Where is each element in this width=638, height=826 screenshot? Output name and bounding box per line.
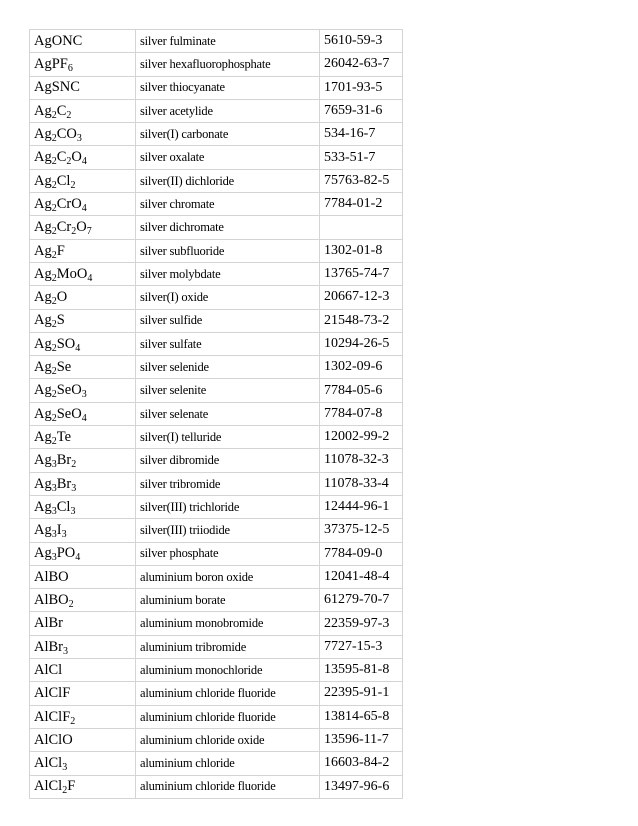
cas-number-cell: 12444-96-1 bbox=[320, 495, 403, 518]
table-row bbox=[30, 659, 403, 682]
formula-subscript: 3 bbox=[61, 529, 67, 541]
formula-subscript: 2 bbox=[70, 179, 76, 191]
formula-subscript: 2 bbox=[51, 435, 57, 447]
formula-element: F bbox=[56, 242, 65, 259]
compound-name-cell: silver(II) dichloride bbox=[136, 169, 320, 192]
formula-cell bbox=[30, 612, 136, 635]
formula-subscript: 2 bbox=[51, 202, 57, 214]
formula-cell bbox=[30, 286, 136, 309]
cas-number-cell: 13497-96-6 bbox=[320, 775, 403, 798]
table-row bbox=[30, 402, 403, 425]
compound-name-cell: aluminium monochloride bbox=[136, 659, 320, 682]
formula-cell bbox=[30, 356, 136, 379]
formula-subscript: 3 bbox=[70, 505, 76, 517]
formula-subscript: 3 bbox=[62, 762, 68, 774]
formula-element: Te bbox=[56, 428, 72, 445]
cas-number-cell: 11078-32-3 bbox=[320, 449, 403, 472]
formula-cell bbox=[30, 775, 136, 798]
compound-name-cell: silver sulfate bbox=[136, 332, 320, 355]
formula-element: I bbox=[56, 522, 62, 539]
table-row bbox=[30, 262, 403, 285]
table-row bbox=[30, 542, 403, 565]
compound-name-cell: silver phosphate bbox=[136, 542, 320, 565]
formula-subscript: 2 bbox=[51, 296, 57, 308]
cas-number-cell: 16603-84-2 bbox=[320, 752, 403, 775]
cas-number-cell: 26042-63-7 bbox=[320, 53, 403, 76]
formula-subscript: 3 bbox=[51, 482, 57, 494]
formula-element: F bbox=[67, 778, 76, 795]
formula-element: SeO bbox=[56, 405, 82, 422]
formula-element: AlBr bbox=[34, 615, 63, 632]
compound-name-cell: silver oxalate bbox=[136, 146, 320, 169]
formula-subscript: 3 bbox=[63, 645, 68, 657]
formula-element: Ag bbox=[34, 475, 52, 492]
formula-element: Ag bbox=[34, 522, 52, 539]
compound-name-cell: silver chromate bbox=[136, 193, 320, 216]
cas-number-cell: 534-16-7 bbox=[320, 123, 403, 146]
cas-number-cell: 1302-01-8 bbox=[320, 239, 403, 262]
compound-name-cell: aluminium boron oxide bbox=[136, 565, 320, 588]
formula-element: AgSNC bbox=[34, 79, 80, 96]
table-row bbox=[30, 705, 403, 728]
table-row bbox=[30, 286, 403, 309]
formula-element: Ag bbox=[34, 265, 52, 282]
formula-subscript: 2 bbox=[66, 156, 72, 168]
formula-subscript: 2 bbox=[51, 319, 57, 331]
formula-cell bbox=[30, 123, 136, 146]
formula-subscript: 4 bbox=[81, 412, 87, 424]
formula-cell bbox=[30, 53, 136, 76]
compound-name-cell: silver sulfide bbox=[136, 309, 320, 332]
formula-element: Se bbox=[56, 359, 72, 376]
formula-element: AlCl bbox=[34, 661, 63, 678]
table-row bbox=[30, 99, 403, 122]
cas-number-cell: 22395-91-1 bbox=[320, 682, 403, 705]
formula-element: Ag bbox=[34, 102, 52, 119]
formula-subscript: 2 bbox=[51, 133, 57, 145]
table-row bbox=[30, 449, 403, 472]
table-row bbox=[30, 728, 403, 751]
formula-cell bbox=[30, 449, 136, 472]
formula-element: AlClF bbox=[34, 685, 71, 702]
table-row bbox=[30, 426, 403, 449]
cas-number-cell: 7784-05-6 bbox=[320, 379, 403, 402]
formula-subscript: 2 bbox=[62, 785, 68, 797]
compound-name-cell: silver(I) telluride bbox=[136, 426, 320, 449]
formula-cell bbox=[30, 146, 136, 169]
compound-name-cell: silver selenide bbox=[136, 356, 320, 379]
formula-element: PO bbox=[56, 545, 76, 562]
formula-subscript: 2 bbox=[71, 459, 77, 471]
cas-number-cell: 12002-99-2 bbox=[320, 426, 403, 449]
formula-element: AlClO bbox=[34, 731, 73, 748]
formula-subscript: 2 bbox=[51, 179, 57, 191]
table-row bbox=[30, 519, 403, 542]
formula-subscript: 2 bbox=[51, 342, 57, 354]
cas-number-cell: 13595-81-8 bbox=[320, 659, 403, 682]
compound-name-cell: aluminium chloride oxide bbox=[136, 728, 320, 751]
formula-cell bbox=[30, 402, 136, 425]
formula-element: Ag bbox=[34, 498, 52, 515]
cas-number-cell: 533-51-7 bbox=[320, 146, 403, 169]
cas-number-cell: 5610-59-3 bbox=[320, 30, 403, 53]
cas-number-cell: 7784-09-0 bbox=[320, 542, 403, 565]
formula-subscript: 2 bbox=[70, 715, 76, 727]
cas-number-cell: 11078-33-4 bbox=[320, 472, 403, 495]
cas-number-cell: 13765-74-7 bbox=[320, 262, 403, 285]
compound-name-cell: silver(III) triiodide bbox=[136, 519, 320, 542]
compound-name-cell: aluminium chloride fluoride bbox=[136, 682, 320, 705]
formula-cell bbox=[30, 379, 136, 402]
formula-element: Ag bbox=[34, 219, 52, 236]
formula-element: Ag bbox=[34, 242, 52, 259]
formula-element: Ag bbox=[34, 428, 52, 445]
table-row bbox=[30, 635, 403, 658]
formula-cell bbox=[30, 519, 136, 542]
compound-name-cell: aluminium monobromide bbox=[136, 612, 320, 635]
formula-element: C bbox=[56, 149, 67, 166]
formula-cell bbox=[30, 752, 136, 775]
formula-cell bbox=[30, 332, 136, 355]
table-row bbox=[30, 239, 403, 262]
compound-name-cell: silver acetylide bbox=[136, 99, 320, 122]
compound-name-cell: silver dichromate bbox=[136, 216, 320, 239]
compound-name-cell: silver thiocyanate bbox=[136, 76, 320, 99]
compound-name-cell: silver selenate bbox=[136, 402, 320, 425]
table-row bbox=[30, 682, 403, 705]
formula-element: Br bbox=[56, 475, 72, 492]
formula-cell bbox=[30, 309, 136, 332]
formula-cell bbox=[30, 76, 136, 99]
compound-name-cell: silver selenite bbox=[136, 379, 320, 402]
formula-cell bbox=[30, 472, 136, 495]
formula-subscript: 2 bbox=[51, 109, 57, 121]
formula-element: O bbox=[76, 219, 87, 236]
compound-table-body bbox=[30, 30, 403, 799]
formula-cell bbox=[30, 193, 136, 216]
formula-element: AgPF bbox=[34, 56, 68, 73]
cas-number-cell: 1302-09-6 bbox=[320, 356, 403, 379]
compound-name-cell: silver(III) trichloride bbox=[136, 495, 320, 518]
formula-element: Ag bbox=[34, 382, 52, 399]
cas-number-cell: 75763-82-5 bbox=[320, 169, 403, 192]
cas-number-cell: 12041-48-4 bbox=[320, 565, 403, 588]
formula-cell bbox=[30, 216, 136, 239]
formula-subscript: 3 bbox=[51, 552, 57, 564]
formula-subscript: 2 bbox=[66, 109, 72, 121]
table-row bbox=[30, 216, 403, 239]
table-row bbox=[30, 565, 403, 588]
formula-element: AgONC bbox=[34, 32, 83, 49]
formula-subscript: 3 bbox=[76, 133, 82, 145]
formula-subscript: 2 bbox=[68, 599, 74, 611]
compound-name-cell: silver molybdate bbox=[136, 262, 320, 285]
formula-element: Ag bbox=[34, 545, 52, 562]
formula-element: Cl bbox=[56, 498, 71, 515]
formula-subscript: 2 bbox=[71, 226, 77, 238]
cas-number-cell: 7727-15-3 bbox=[320, 635, 403, 658]
cas-number-cell: 1701-93-5 bbox=[320, 76, 403, 99]
table-row bbox=[30, 76, 403, 99]
formula-element: SO bbox=[56, 335, 76, 352]
compound-table bbox=[29, 29, 403, 799]
formula-element: Ag bbox=[34, 172, 52, 189]
table-row bbox=[30, 495, 403, 518]
formula-element: S bbox=[56, 312, 65, 329]
table-row bbox=[30, 30, 403, 53]
cas-number-cell bbox=[320, 216, 403, 239]
formula-element: AlClF bbox=[34, 708, 71, 725]
formula-cell bbox=[30, 659, 136, 682]
table-row bbox=[30, 332, 403, 355]
formula-element: Ag bbox=[34, 405, 52, 422]
formula-cell bbox=[30, 728, 136, 751]
formula-element: AlCl bbox=[34, 755, 63, 772]
cas-number-cell: 22359-97-3 bbox=[320, 612, 403, 635]
formula-element: AlBO bbox=[34, 568, 69, 585]
table-row bbox=[30, 612, 403, 635]
formula-subscript: 4 bbox=[87, 272, 93, 284]
formula-element: Cl bbox=[56, 172, 71, 189]
cas-number-cell: 20667-12-3 bbox=[320, 286, 403, 309]
cas-number-cell: 13814-65-8 bbox=[320, 705, 403, 728]
formula-subscript: 4 bbox=[81, 202, 87, 214]
table-row bbox=[30, 309, 403, 332]
compound-name-cell: silver fulminate bbox=[136, 30, 320, 53]
table-row bbox=[30, 53, 403, 76]
cas-number-cell: 7659-31-6 bbox=[320, 99, 403, 122]
formula-element: Ag bbox=[34, 312, 52, 329]
formula-element: Br bbox=[56, 452, 72, 469]
compound-name-cell: silver(I) oxide bbox=[136, 286, 320, 309]
compound-name-cell: aluminium tribromide bbox=[136, 635, 320, 658]
formula-subscript: 2 bbox=[51, 249, 57, 261]
formula-subscript: 2 bbox=[51, 272, 57, 284]
formula-subscript: 4 bbox=[75, 342, 81, 354]
formula-subscript: 3 bbox=[51, 459, 57, 471]
compound-name-cell: aluminium chloride fluoride bbox=[136, 775, 320, 798]
formula-cell bbox=[30, 239, 136, 262]
formula-element: Ag bbox=[34, 289, 52, 306]
formula-subscript: 6 bbox=[67, 63, 73, 75]
formula-element: Ag bbox=[34, 126, 52, 143]
formula-element: CO bbox=[56, 126, 77, 143]
compound-name-cell: silver(I) carbonate bbox=[136, 123, 320, 146]
formula-subscript: 4 bbox=[81, 156, 87, 168]
compound-name-cell: aluminium borate bbox=[136, 589, 320, 612]
formula-subscript: 7 bbox=[86, 226, 92, 238]
formula-subscript: 3 bbox=[81, 389, 87, 401]
formula-cell bbox=[30, 705, 136, 728]
table-row bbox=[30, 146, 403, 169]
formula-subscript: 2 bbox=[51, 366, 57, 378]
formula-subscript: 3 bbox=[71, 482, 77, 494]
formula-element: O bbox=[71, 149, 82, 166]
formula-subscript: 2 bbox=[51, 389, 57, 401]
formula-element: AlBO bbox=[34, 592, 69, 609]
cas-number-cell: 61279-70-7 bbox=[320, 589, 403, 612]
formula-cell bbox=[30, 262, 136, 285]
table-row bbox=[30, 379, 403, 402]
formula-subscript: 2 bbox=[51, 226, 57, 238]
formula-cell bbox=[30, 565, 136, 588]
formula-subscript: 2 bbox=[51, 156, 57, 168]
formula-cell bbox=[30, 589, 136, 612]
table-row bbox=[30, 169, 403, 192]
formula-element: Ag bbox=[34, 149, 52, 166]
formula-cell bbox=[30, 635, 136, 658]
cas-number-cell: 10294-26-5 bbox=[320, 332, 403, 355]
formula-element: AlBr bbox=[34, 638, 63, 655]
formula-subscript: 3 bbox=[51, 529, 57, 541]
compound-name-cell: silver hexafluorophosphate bbox=[136, 53, 320, 76]
formula-element: AlCl bbox=[34, 778, 63, 795]
formula-element: Cr bbox=[56, 219, 72, 236]
formula-subscript: 2 bbox=[51, 412, 57, 424]
formula-element: MoO bbox=[56, 265, 88, 282]
compound-name-cell: aluminium chloride bbox=[136, 752, 320, 775]
table-row bbox=[30, 589, 403, 612]
cas-number-cell: 37375-12-5 bbox=[320, 519, 403, 542]
formula-element: Ag bbox=[34, 359, 52, 376]
formula-cell bbox=[30, 542, 136, 565]
formula-subscript: 4 bbox=[75, 552, 81, 564]
formula-cell bbox=[30, 426, 136, 449]
formula-element: Ag bbox=[34, 335, 52, 352]
formula-element: Ag bbox=[34, 195, 52, 212]
cas-number-cell: 7784-01-2 bbox=[320, 193, 403, 216]
table-row bbox=[30, 356, 403, 379]
compound-name-cell: silver tribromide bbox=[136, 472, 320, 495]
formula-subscript: 3 bbox=[51, 505, 57, 517]
formula-cell bbox=[30, 30, 136, 53]
table-row bbox=[30, 472, 403, 495]
compound-name-cell: silver dibromide bbox=[136, 449, 320, 472]
formula-cell bbox=[30, 682, 136, 705]
formula-element: SeO bbox=[56, 382, 82, 399]
formula-element: Ag bbox=[34, 452, 52, 469]
formula-cell bbox=[30, 495, 136, 518]
table-row bbox=[30, 123, 403, 146]
cas-number-cell: 13596-11-7 bbox=[320, 728, 403, 751]
formula-element: CrO bbox=[56, 195, 82, 212]
table-row bbox=[30, 752, 403, 775]
cas-number-cell: 7784-07-8 bbox=[320, 402, 403, 425]
table-row bbox=[30, 193, 403, 216]
formula-element: O bbox=[56, 289, 68, 306]
formula-element: C bbox=[56, 102, 67, 119]
table-row bbox=[30, 775, 403, 798]
formula-cell bbox=[30, 169, 136, 192]
formula-cell bbox=[30, 99, 136, 122]
cas-number-cell: 21548-73-2 bbox=[320, 309, 403, 332]
compound-name-cell: aluminium chloride fluoride bbox=[136, 705, 320, 728]
compound-name-cell: silver subfluoride bbox=[136, 239, 320, 262]
